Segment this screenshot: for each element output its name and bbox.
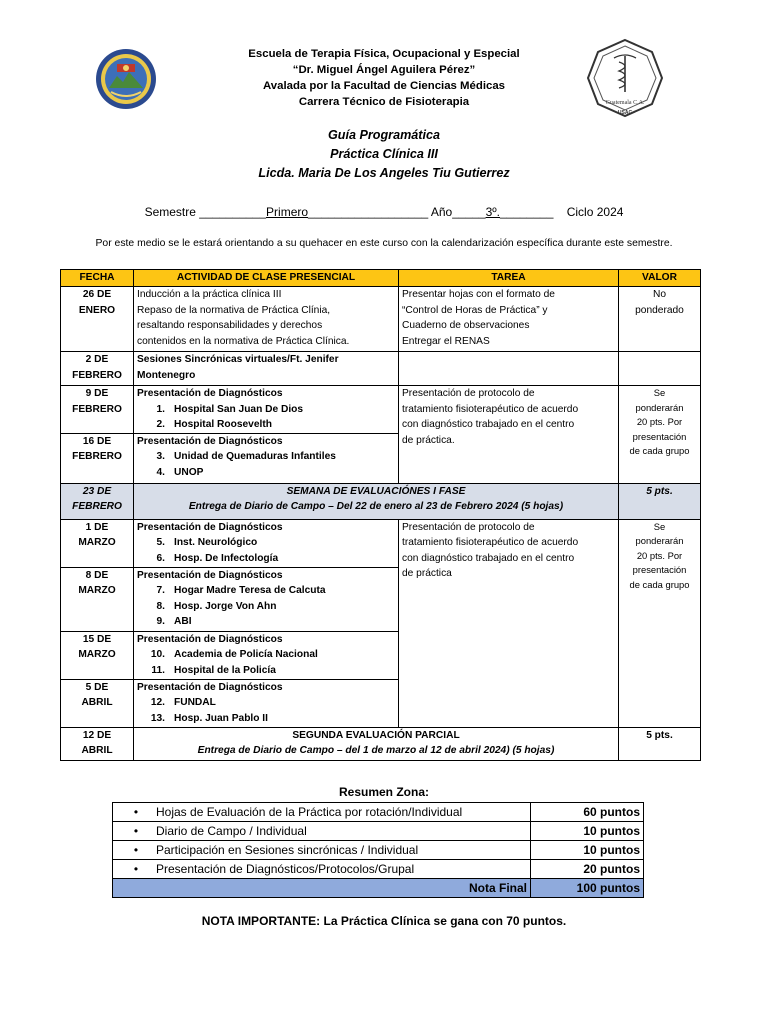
- date-month: ABRIL: [81, 745, 113, 756]
- summary-label: Diario de Campo / Individual: [156, 824, 307, 838]
- summary-label-cell: [113, 841, 531, 860]
- activity-line: Inducción a la práctica clínica III: [137, 289, 282, 300]
- activity-title: Presentación de Diagnósticos: [137, 521, 283, 533]
- date-month: FEBRERO: [72, 369, 122, 381]
- list-item: [137, 535, 395, 551]
- document-titles: [150, 126, 618, 183]
- activity-title: Presentación de Diagnósticos: [137, 681, 283, 693]
- date-month: FEBRERO: [72, 403, 122, 415]
- task-line: con diagnóstico trabajado en el centro: [402, 419, 575, 430]
- task-line: Cuaderno de observaciones: [402, 320, 530, 331]
- header-tarea: TAREA: [399, 270, 619, 287]
- value-line: ponderarán: [635, 535, 684, 546]
- item-number: 7.: [156, 585, 165, 596]
- date-cell: [61, 386, 134, 434]
- evaluation-subtitle: Entrega de Diario de Campo – del 1 de marzo al 12 de abril 2024) (5 hojas): [197, 745, 555, 756]
- summary-title: Resumen Zona:: [338, 785, 429, 799]
- activity-title: Presentación de Diagnósticos: [137, 633, 283, 645]
- list-item: [137, 465, 395, 481]
- table-row: [61, 352, 701, 386]
- summary-row: [113, 822, 644, 841]
- summary-row: [113, 803, 644, 822]
- task-line: de práctica: [402, 568, 452, 579]
- semester-value: Primero: [266, 205, 309, 219]
- item-number: 9.: [156, 616, 165, 627]
- activity-cell: [134, 352, 399, 386]
- value-line: No: [652, 289, 667, 300]
- list-item: [137, 695, 395, 711]
- summary-points: 10 puntos: [531, 841, 644, 860]
- semester-label: Semestre: [144, 205, 196, 219]
- task-line: tratamiento fisioterapéutico de acuerdo: [402, 403, 579, 415]
- activity-line: Montenegro: [137, 369, 196, 381]
- activity-cell: [134, 386, 399, 434]
- value-cell: [619, 352, 701, 386]
- summary-label: Hojas de Evaluación de la Práctica por rotación/Individual: [156, 805, 463, 819]
- item-number: 11.: [151, 664, 165, 676]
- course-title: Práctica Clínica III: [330, 147, 438, 161]
- task-cell: [399, 386, 619, 484]
- date-month: ABRIL: [81, 697, 113, 708]
- value-line: 20 pts. Por: [636, 416, 683, 427]
- bullet-icon: •: [133, 824, 139, 838]
- date-day: 1 DE: [85, 521, 109, 533]
- summary-row: [113, 860, 644, 879]
- blank-line: ________: [499, 205, 554, 219]
- date-month: FEBRERO: [72, 451, 122, 462]
- item-number: 5.: [156, 537, 165, 548]
- task-line: Presentar hojas con el formato de: [402, 289, 555, 300]
- activity-cell: [134, 287, 399, 352]
- summary-label-cell: [113, 822, 531, 841]
- task-line: tratamiento fisioterapéutico de acuerdo: [402, 537, 579, 548]
- list-item: [137, 663, 395, 679]
- header-school: Escuela de Terapia Física, Ocupacional y Especial: [248, 48, 520, 60]
- list-item: [137, 614, 395, 630]
- date-cell: [61, 287, 134, 352]
- activity-cell: [134, 679, 399, 727]
- value-cell: 5 pts.: [619, 727, 701, 760]
- item-number: 1.: [156, 403, 165, 415]
- semester-line: [0, 205, 768, 219]
- list-item: [137, 711, 395, 727]
- item-text: Academia de Policía Nacional: [174, 649, 318, 660]
- task-cell: [399, 519, 619, 727]
- final-points: 100 puntos: [531, 879, 644, 898]
- item-text: Hosp. De Infectología: [174, 552, 279, 564]
- activity-line: Sesiones Sincrónicas virtuales/Ft. Jenifer: [137, 354, 339, 365]
- date-day: 15 DE: [82, 633, 112, 645]
- value-cell: [619, 519, 701, 727]
- evaluation-title: SEGUNDA EVALUACIÓN PARCIAL: [292, 729, 460, 741]
- table-row-evaluation: [61, 727, 701, 760]
- item-text: Inst. Neurológico: [174, 537, 258, 548]
- item-number: 8.: [156, 600, 165, 612]
- intro-text: Por este medio se le estará orientando a su quehacer en este curso con la calendarización específica durante este semestre.: [95, 238, 673, 249]
- schedule-table: [60, 269, 701, 761]
- blank-line: _____: [452, 205, 486, 219]
- summary-table: [112, 802, 644, 898]
- item-number: 2.: [156, 419, 165, 430]
- date-day: 5 DE: [85, 681, 109, 693]
- date-day: 9 DE: [85, 388, 109, 399]
- task-line: con diagnóstico trabajado en el centro: [402, 552, 575, 564]
- list-item: [137, 402, 395, 418]
- summary-total-row: [113, 879, 644, 898]
- header-program: Carrera Técnico de Fisioterapia: [298, 96, 470, 108]
- item-number: 13.: [150, 712, 165, 724]
- task-cell: [399, 287, 619, 352]
- bullet-icon: •: [133, 805, 139, 819]
- date-day: 2 DE: [85, 354, 109, 365]
- university-seal-logo: [586, 38, 664, 124]
- seal-caption: Guatemala C.A.: [605, 100, 645, 106]
- item-text: Hosp. Jorge Von Ahn: [174, 600, 277, 612]
- activity-cell: [134, 631, 399, 679]
- summary-label-cell: [113, 803, 531, 822]
- evaluation-subtitle: Entrega de Diario de Campo – Del 22 de enero al 23 de Febrero 2024 (5 hojas): [188, 501, 564, 512]
- header-honoree: “Dr. Miguel Ángel Aguilera Pérez”: [292, 64, 476, 76]
- list-item: [137, 417, 395, 433]
- task-cell: [399, 352, 619, 386]
- date-month: MARZO: [78, 649, 116, 660]
- date-month: MARZO: [78, 585, 116, 596]
- date-cell: [61, 631, 134, 679]
- value-line: 20 pts. Por: [636, 549, 683, 561]
- list-item: [137, 583, 395, 599]
- header-actividad: ACTIVIDAD DE CLASE PRESENCIAL: [134, 270, 399, 287]
- item-number: 10.: [150, 649, 165, 660]
- item-number: 4.: [156, 466, 165, 478]
- value-line: ponderarán: [635, 401, 684, 413]
- date-cell: [61, 519, 134, 567]
- header-fecha: FECHA: [61, 270, 134, 287]
- item-text: UNOP: [174, 466, 204, 478]
- task-line: Presentación de protocolo de: [402, 521, 535, 533]
- summary-points: 60 puntos: [531, 803, 644, 822]
- summary-label: Participación en Sesiones sincrónicas / Individual: [156, 843, 419, 857]
- value-line: Se: [653, 387, 666, 398]
- item-text: Hogar Madre Teresa de Calcuta: [174, 585, 326, 596]
- task-line: de práctica.: [402, 434, 455, 446]
- item-text: Hospital San Juan De Dios: [174, 403, 304, 415]
- date-cell: [61, 483, 134, 519]
- date-month: FEBRERO: [72, 501, 122, 512]
- bullet-icon: •: [133, 843, 139, 857]
- date-cell: [61, 433, 134, 483]
- activity-title: Presentación de Diagnósticos: [137, 569, 283, 581]
- item-number: 6.: [156, 552, 165, 564]
- activity-line: contenidos en la normativa de Práctica Clínica.: [137, 335, 350, 347]
- task-line: Entregar el RENAS: [402, 335, 490, 347]
- summary-row: [113, 841, 644, 860]
- list-item: [137, 599, 395, 615]
- header-endorsement: Avalada por la Facultad de Ciencias Médicas: [262, 80, 506, 92]
- date-day: 26 DE: [82, 289, 112, 300]
- list-item: [137, 551, 395, 567]
- blank-line: __________________: [308, 205, 429, 219]
- school-crest-logo: [95, 48, 157, 110]
- date-day: 12 DE: [82, 729, 112, 741]
- value-cell: [619, 287, 701, 352]
- date-cell: [61, 727, 134, 760]
- bullet-icon: •: [133, 862, 139, 876]
- date-day: 8 DE: [85, 569, 109, 581]
- guide-title: Guía Programática: [328, 128, 440, 142]
- value-line: Se: [653, 520, 666, 532]
- item-text: ABI: [174, 616, 192, 627]
- year-value: 3º.: [485, 205, 500, 219]
- date-cell: [61, 567, 134, 631]
- value-line: de cada grupo: [629, 445, 690, 456]
- date-month: MARZO: [78, 537, 116, 548]
- evaluation-cell: [134, 483, 619, 519]
- blank-line: __________: [199, 205, 267, 219]
- header-valor: VALOR: [619, 270, 701, 287]
- summary-points: 10 puntos: [531, 822, 644, 841]
- activity-title: Presentación de Diagnósticos: [137, 388, 283, 399]
- summary-label-cell: [113, 860, 531, 879]
- table-header-row: [61, 270, 701, 287]
- item-text: Hospital Roosevelth: [174, 419, 272, 430]
- date-cell: [61, 679, 134, 727]
- value-cell: 5 pts.: [619, 483, 701, 519]
- value-line: presentación: [632, 430, 687, 442]
- value-line: ponderado: [635, 304, 684, 316]
- date-month: ENERO: [78, 304, 116, 316]
- item-text: Unidad de Quemaduras Infantiles: [174, 451, 336, 462]
- table-row: [61, 386, 701, 434]
- activity-cell: [134, 519, 399, 567]
- table-row-evaluation: [61, 483, 701, 519]
- item-number: 3.: [156, 451, 165, 462]
- date-cell: [61, 352, 134, 386]
- activity-line: Repaso de la normativa de Práctica Clínia,: [137, 304, 331, 316]
- cycle-label: Ciclo 2024: [566, 205, 624, 219]
- activity-cell: [134, 567, 399, 631]
- item-text: FUNDAL: [174, 697, 216, 708]
- evaluation-cell: [134, 727, 619, 760]
- instructor-name: Licda. Maria De Los Angeles Tiu Gutierrez: [258, 166, 510, 180]
- list-item: [137, 647, 395, 663]
- date-day: 23 DE: [82, 485, 112, 497]
- summary-points: 20 puntos: [531, 860, 644, 879]
- value-line: de cada grupo: [629, 578, 690, 590]
- date-day: 16 DE: [82, 435, 112, 447]
- table-row: [61, 519, 701, 567]
- important-note: NOTA IMPORTANTE: La Práctica Clínica se gana con 70 puntos.: [201, 914, 567, 928]
- activity-cell: [134, 433, 399, 483]
- document-header: [200, 46, 568, 110]
- summary-label: Presentación de Diagnósticos/Protocolos/Grupal: [156, 862, 415, 876]
- list-item: [137, 449, 395, 465]
- evaluation-title: SEMANA DE EVALUACIÓNES I FASE: [286, 485, 466, 497]
- task-line: Presentación de protocolo de: [402, 388, 535, 399]
- item-text: Hospital de la Policía: [174, 664, 276, 676]
- value-line: presentación: [632, 564, 687, 575]
- table-row: [61, 287, 701, 352]
- year-label: Año: [430, 205, 453, 219]
- task-line: “Control de Horas de Práctica” y: [402, 304, 548, 316]
- value-cell: [619, 386, 701, 484]
- seal-subcaption: USAC: [617, 110, 633, 116]
- activity-line: resaltando responsabilidades y derechos: [137, 320, 323, 331]
- item-text: Hosp. Juan Pablo II: [174, 712, 268, 724]
- item-number: 12.: [150, 697, 165, 708]
- activity-title: Presentación de Diagnósticos: [137, 435, 283, 447]
- final-label: Nota Final: [113, 879, 531, 898]
